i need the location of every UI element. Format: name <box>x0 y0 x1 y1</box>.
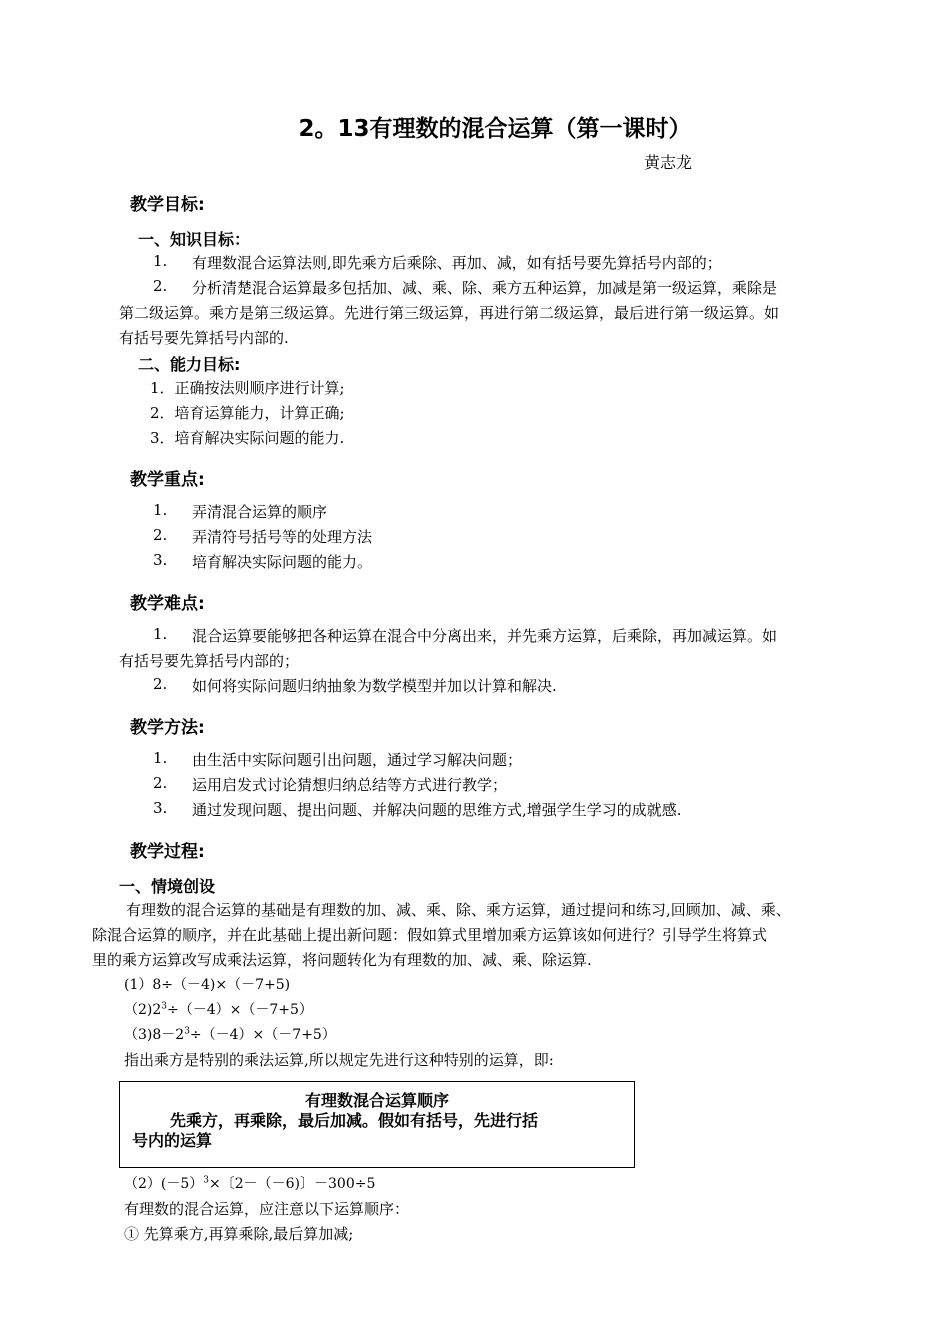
example-2-rest: ÷（－4）×（－7+5） <box>167 1002 313 1018</box>
difficulty-2-text: 如何将实际问题归纳抽象为数学模型并加以计算和解决. <box>192 677 557 695</box>
operation-order-line1: 先乘方，再乘除，最后加减。假如有括号，先进行括 <box>170 1111 539 1130</box>
example-4 <box>124 1173 375 1193</box>
key-point-3-text: 培育解决实际问题的能力。 <box>192 553 373 571</box>
key-point-1-num: 1. <box>153 501 168 519</box>
operation-order-line2: 号内的运算 <box>132 1131 213 1150</box>
example-4-exponent: 3 <box>203 1175 210 1186</box>
document-title: 2。13有理数的混合运算（第一课时） <box>298 116 692 142</box>
difficulties-heading: 教学难点: <box>130 594 205 614</box>
knowledge-1-text: 有理数混合运算法则,即先乘方后乘除、再加、减，如有括号要先算括号内部的； <box>192 254 722 272</box>
key-point-3-num: 3. <box>153 551 168 569</box>
example-3-base: （3)8－2 <box>124 1027 185 1043</box>
example-2 <box>124 999 313 1019</box>
knowledge-1-num: 1. <box>153 252 168 270</box>
method-3-num: 3. <box>153 799 168 817</box>
method-3-text: 通过发现问题、提出问题、并解决问题的思维方式,增强学生学习的成就感. <box>192 801 682 819</box>
order-intro: 有理数的混合运算，应注意以下运算顺序： <box>124 1200 410 1218</box>
example-3-rest: ÷（－4）×（－7+5） <box>189 1027 336 1043</box>
ability-item-2: 2．培育运算能力，计算正确; <box>150 404 345 422</box>
difficulty-1-line2: 有括号要先算括号内部的； <box>119 652 300 670</box>
ability-heading: 二、能力目标: <box>138 355 241 374</box>
situation-heading: 一、情境创设 <box>119 877 216 896</box>
example-1: (1）8÷（－4)×（－7+5) <box>124 977 291 993</box>
situation-para-line2: 除混合运算的顺序，并在此基础上提出新问题：假如算式里增加乘方运算该如何进行？引导学生将算式 <box>92 926 768 944</box>
key-points-heading: 教学重点: <box>130 470 205 490</box>
key-point-2-num: 2. <box>153 526 168 544</box>
knowledge-2-line1: 分析清楚混合运算最多包括加、减、乘、除、乘方五种运算，加减是第一级运算，乘除是 <box>192 279 778 297</box>
knowledge-heading: 一、知识目标： <box>138 230 251 249</box>
operation-order-title: 有理数混合运算顺序 <box>304 1091 449 1110</box>
key-point-1-text: 弄清混合运算的顺序 <box>192 503 328 521</box>
operation-order-box <box>119 1081 635 1168</box>
example-4-base: （2）(－5） <box>124 1176 204 1192</box>
method-1-text: 由生活中实际问题引出问题，通过学习解决问题； <box>192 751 523 769</box>
method-2-num: 2. <box>153 774 168 792</box>
order-rule-1: ① 先算乘方,再算乘除,最后算加减; <box>124 1225 354 1243</box>
methods-heading: 教学方法: <box>130 718 205 738</box>
ability-item-3: 3．培育解决实际问题的能力. <box>150 429 345 447</box>
key-point-2-text: 弄清符号括号等的处理方法 <box>192 528 373 546</box>
difficulty-1-line1: 混合运算要能够把各种运算在混合中分离出来，并先乘方运算，后乘除，再加减运算。如 <box>192 627 778 645</box>
example-2-exponent: 3 <box>161 1001 168 1012</box>
ability-item-1: 1．正确按法则顺序进行计算; <box>150 379 345 397</box>
situation-para-line1: 有理数的混合运算的基础是有理数的加、减、乘、除、乘方运算，通过提问和练习,回顾加、减、乘、 <box>126 901 791 919</box>
difficulty-1-num: 1. <box>153 625 168 643</box>
process-heading: 教学过程: <box>130 842 205 862</box>
situation-para-line3: 里的乘方运算改写成乘法运算，将问题转化为有理数的加、减、乘、除运算. <box>92 951 592 969</box>
knowledge-2-line2: 第二级运算。乘方是第三级运算。先进行第三级运算，再进行第二级运算，最后进行第一级运算。如 <box>119 304 780 322</box>
knowledge-2-line3: 有括号要先算括号内部的. <box>119 329 289 347</box>
objectives-heading: 教学目标: <box>130 195 205 215</box>
difficulty-2-num: 2. <box>153 675 168 693</box>
example-3 <box>124 1024 336 1044</box>
example-2-base: （2)2 <box>124 1002 162 1018</box>
author-name: 黄志龙 <box>644 153 693 172</box>
example-4-rest: ×〔2－（－6)〕－300÷5 <box>209 1176 376 1192</box>
method-1-num: 1. <box>153 749 168 767</box>
method-2-text: 运用启发式讨论猜想归纳总结等方式进行教学； <box>192 776 508 794</box>
knowledge-2-num: 2. <box>153 277 168 295</box>
example-3-exponent: 3 <box>184 1026 190 1037</box>
power-note: 指出乘方是特别的乘法运算,所以规定先进行这种特别的运算，即: <box>124 1051 554 1069</box>
